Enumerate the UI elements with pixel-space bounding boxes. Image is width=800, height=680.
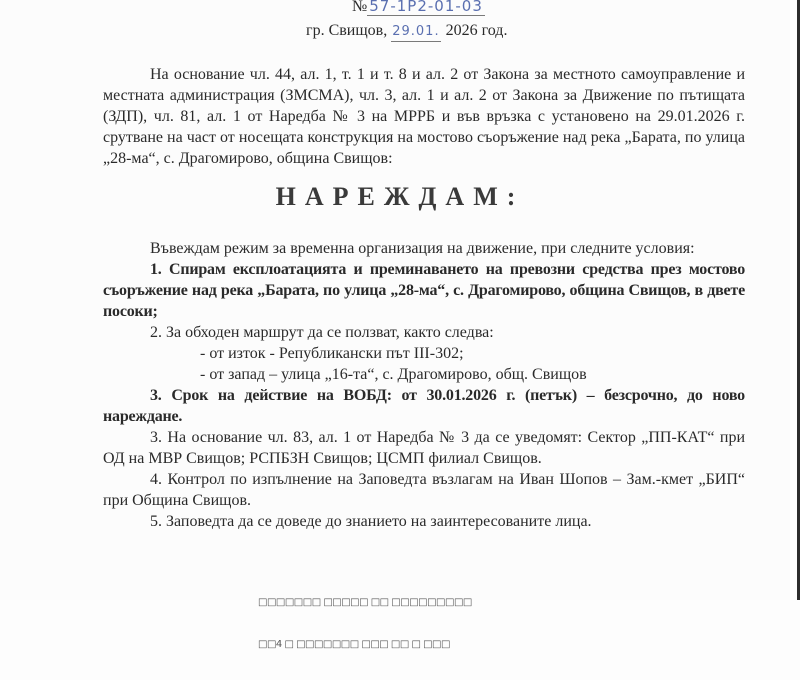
- item-number: 5.: [150, 513, 162, 530]
- handwritten-order-number: 57-1Р2-01-03: [367, 0, 485, 16]
- order-number: [352, 0, 485, 17]
- item-text: Срок на действие на ВОБД: от 30.01.2026 г. (петък) – безсрочно, до ново нареждане.: [103, 387, 745, 425]
- number-sign: №: [352, 0, 368, 15]
- footer-line-1: □□□□□□□ □□□□□ □□ □□□□□□□□□: [258, 597, 472, 608]
- detour-east: - от изток - Републикански път III-302;: [200, 345, 464, 362]
- item-number: 4.: [150, 471, 162, 488]
- item-number: 2.: [150, 324, 162, 341]
- item-text: Заповедта да се доведе до знанието на заинтересованите лица.: [166, 513, 592, 530]
- item-number: 1.: [150, 261, 162, 278]
- item-text: На основание чл. 83, ал. 1 от Наредба № 3 да се уведомят: Сектор „ПП-КАТ“ при ОД на МВР Свищов; РСПБЗН Свищов; ЦСМП филиал Свищов.: [103, 429, 746, 467]
- order-item-4: [103, 469, 745, 511]
- item-text: Спирам експлоатацията и преминаването на превозни средства през мостово съоръжение над река „Барата, по улица „28-ма“, с. Драгомирово, община Свищов, в двете посоки;: [103, 261, 745, 320]
- order-item-3-notification: [103, 427, 745, 469]
- order-place-date: [306, 21, 507, 42]
- order-item-5: [103, 511, 745, 532]
- item-text: За обходен маршрут да се ползват, както следва:: [166, 324, 494, 341]
- item-number: 3.: [150, 387, 162, 404]
- conditions-intro: Въвеждам режим за временна организация на движение, при следните условия:: [150, 240, 695, 257]
- item-number: 3.: [150, 429, 162, 446]
- order-title: НАРЕЖДАМ:: [275, 182, 525, 211]
- item-text: Контрол по изпълнение на Заповедта възлагам на Иван Шопов – Зам.-кмет „БИП“ при Община Свищов.: [103, 471, 746, 509]
- order-item-3-duration: [103, 385, 745, 427]
- footer-unrendered-text: [258, 568, 472, 680]
- legal-basis-section: [103, 64, 745, 169]
- legal-basis-paragraph: На основание чл. 44, ал. 1, т. 1 и т. 8 и ал. 2 от Закона за местното самоуправление и местната администрация (ЗМСМА), чл. 3, ал. 1 и ал. 2 от Закона за Движение по пътищата (ЗДП), чл. 81, ал. 1 от Наредба № 3 на МРРБ и във връзка с установено на 29.01.2026 г. срутване на част от носещата конструкция на мостово съоръжение над река „Барата, по улица „28-ма“, с. Драгомирово, община Свищов:: [103, 66, 745, 167]
- detour-west: - от запад – улица „16-та“, с. Драгомирово, общ. Свищов: [200, 366, 587, 383]
- footer-line-2: □□4 □ □□□□□□□ □□□ □□ □ □□□: [258, 639, 450, 650]
- conditions-section: [103, 238, 745, 532]
- city-label: гр. Свищов,: [306, 22, 392, 39]
- order-item-1: [103, 259, 745, 322]
- year-label: 2026 год.: [441, 22, 508, 39]
- handwritten-date: 29.01.: [391, 23, 440, 42]
- order-item-2: [103, 322, 745, 343]
